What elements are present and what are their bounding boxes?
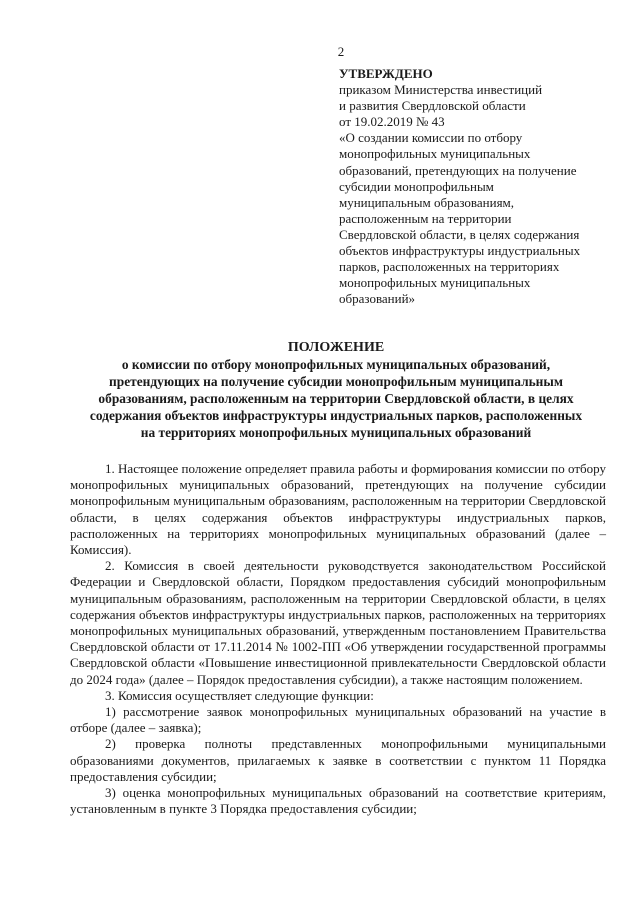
approval-line: образований»: [339, 291, 416, 307]
approval-line: образований, претендующих на получение: [339, 162, 577, 178]
approval-line: расположенным на территории: [339, 210, 512, 226]
document-subtitle-line: о комиссии по отбору монопрофильных муниципальных образований,: [121, 357, 551, 372]
page-number: 2: [337, 44, 345, 59]
approval-line: монопрофильных муниципальных: [339, 275, 531, 291]
approval-line: от 19.02.2019 № 43: [339, 114, 445, 130]
approval-heading: УТВЕРЖДЕНО: [339, 66, 433, 81]
document-title: ПОЛОЖЕНИЕ: [287, 340, 385, 355]
approval-line: Свердловской области, в целях содержания: [339, 226, 580, 242]
document-subtitle-line: претендующих на получение субсидии монопрофильным муниципальным: [109, 374, 563, 389]
document-subtitle-line: содержания объектов инфраструктуры индустриальных парков, расположенных: [89, 408, 583, 423]
paragraph-1: 1. Настоящее положение определяет правила работы и формирования комиссии по отбору монопрофильных муниципальных образований, претендующих на получение субсидии монопрофильным муниципальным образованиям, расположенным на территории Свердловской области, в целях содержания объектов инфраструктуры индустриальных парков, расположенных на территориях монопрофильных муниципальных образований (далее – Комиссия).: [70, 461, 606, 558]
document-body: [70, 461, 606, 817]
approval-line: монопрофильных муниципальных: [339, 146, 531, 162]
approval-stamp: [339, 66, 619, 307]
approval-line: парков, расположенных на территориях: [339, 259, 560, 275]
document-subtitle-line: образованиям, расположенным на территории Свердловской области, в целях: [98, 391, 574, 406]
function-item-3: 3) оценка монопрофильных муниципальных образований на соответствие критериям, установленным в пункте 3 Порядка предоставления субсидии;: [70, 785, 606, 817]
function-item-1: 1) рассмотрение заявок монопрофильных муниципальных образований на участие в отборе (далее – заявка);: [70, 704, 606, 736]
approval-line: муниципальным образованиям,: [339, 194, 515, 210]
paragraph-2: 2. Комиссия в своей деятельности руководствуется законодательством Российской Федерации и Свердловской области, Порядком предоставления субсидий монопрофильным муниципальным образованиям, расположенным на территории Свердловской области, в целях содержания объектов инфраструктуры индустриальных парков, расположенных на территориях монопрофильных муниципальных образований, утвержденным постановлением Правительства Свердловской области от 17.11.2014 № 1002-ПП «Об утверждении государственной программы Свердловской области «Повышение инвестиционной привлекательности Свердловской области до 2024 года» (далее – Порядок предоставления субсидии), а также настоящим положением.: [70, 558, 606, 687]
approval-line: и развития Свердловской области: [339, 98, 526, 114]
document-title-block: [55, 339, 617, 441]
paragraph-3: 3. Комиссия осуществляет следующие функции:: [105, 687, 374, 703]
approval-line: субсидии монопрофильным: [339, 178, 494, 194]
function-item-2: 2) проверка полноты представленных монопрофильными муниципальными образованиями документов, прилагаемых к заявке в соответствии с пунктом 11 Порядка предоставления субсидии;: [70, 736, 606, 784]
approval-line: приказом Министерства инвестиций: [339, 82, 543, 98]
approval-line: объектов инфраструктуры индустриальных: [339, 243, 581, 259]
approval-line: «О создании комиссии по отбору: [339, 130, 523, 146]
document-subtitle-line: на территориях монопрофильных муниципальных образований: [140, 425, 532, 440]
